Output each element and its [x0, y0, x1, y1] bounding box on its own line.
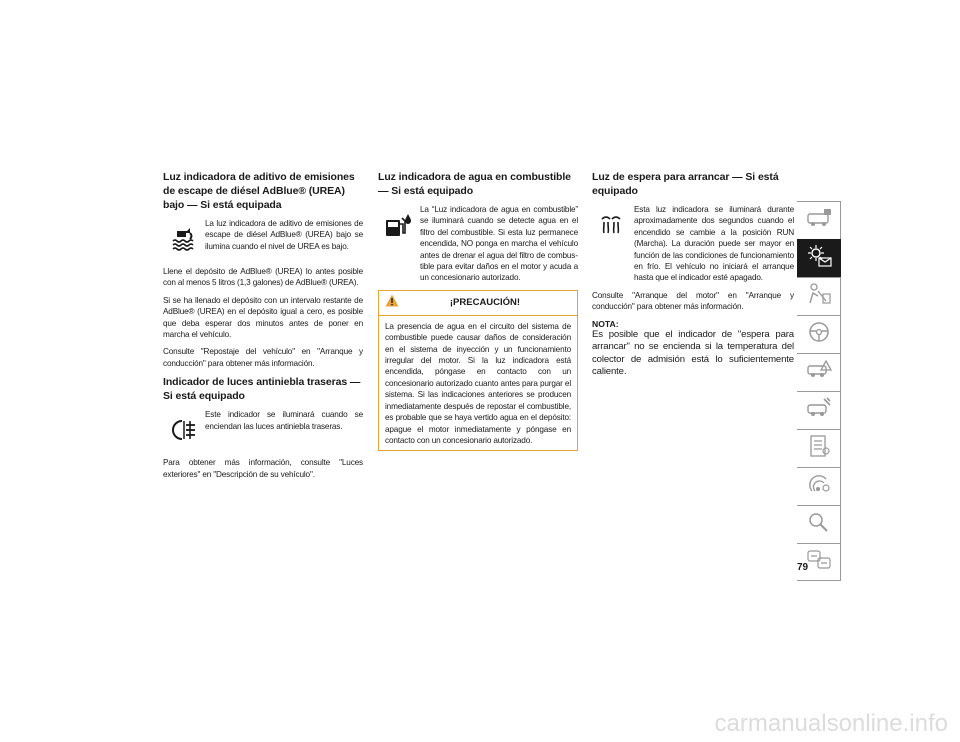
tab-safety[interactable]	[797, 277, 841, 315]
caution-text: La presencia de agua en el circuito del sistema de combustible puede causar daños de consideración en el sistema de inyección y un funcionamiento irregular del motor. Si la luz indicadora está encendida, póngase en contacto con un concesionario autorizado cuanto antes para purgar el sistema. Si las indicaciones anteriores se producen inmediatamente después de repostar el combustible, es probable que se haya vertido agua en el depósito: apague el motor inmediatamente y póngase en contacto con un concesionario autorizado.	[385, 321, 571, 445]
column-2	[378, 170, 578, 451]
paragraph: Consulte "Arranque del motor" en "Arranque y conducción" para obtener más información.	[592, 290, 794, 312]
indicator-water-in-fuel	[378, 204, 578, 284]
page-number: 79	[797, 562, 809, 573]
note-label: NOTA:	[592, 318, 619, 329]
column-3	[592, 170, 794, 385]
paragraph: Consulte "Repostaje del vehículo" en "Arranque y conducción" para obtener más información.	[163, 347, 363, 368]
heading-adblue: Luz indicadora de aditivo de emisiones de escape de diésel AdBlue® (UREA) bajo — Si está equipada	[163, 171, 355, 211]
heading-wait-to-start: Luz de espera para arrancar — Si está equipado	[592, 171, 779, 197]
water-in-fuel-icon	[378, 204, 420, 246]
chapter-tabs	[797, 201, 841, 581]
indicator-adblue	[163, 218, 363, 260]
car-info-icon	[804, 206, 834, 235]
dashboard-lights-icon	[804, 243, 834, 274]
tab-search[interactable]	[797, 505, 841, 543]
wait-to-start-text: Esta luz indicadora se iluminará durante aproximadamente dos segundos cuando el encendido se cambie a la posición RUN (Marcha). La duración puede ser mayor en función de las condiciones de funcionamiento en frío. El vehículo no iniciará el arranque hasta que el indicador esté apagado.	[634, 205, 794, 283]
tab-dashboard-lights[interactable]	[797, 239, 841, 277]
safety-icon	[804, 281, 834, 312]
tab-roadside[interactable]	[797, 353, 841, 391]
water-in-fuel-text: La “Luz indicadora de agua en combustible” se iluminará cuando se detecte agua en el filtro del combustible. Si esta luz permanece encendida, NO ponga en marcha el vehículo antes de drenar el agua del filtro de combustible para evitar daños en el motor y acuda a un concesionario autorizado.	[420, 205, 578, 283]
heading-water-in-fuel: Luz indicadora de agua en combustible — Si está equipado	[378, 171, 571, 197]
note-text: Es posible que el indicador de "espera para arrancar" no se encienda si la temperatura del colector de admisión está lo suficientemente caliente.	[592, 328, 794, 378]
adblue-indicator-text: La luz indicadora de aditivo de emisiones de escape de diésel AdBlue® (UREA) bajo se ilumina cuando el nivel de UREA es bajo.	[205, 219, 363, 251]
specs-list-icon	[804, 433, 834, 464]
paragraph: Llene el depósito de AdBlue® (UREA) lo antes posible con al menos 5 litros (1,3 galones) de AdBlue® (UREA).	[163, 267, 363, 288]
adblue-warning-icon	[163, 218, 205, 260]
caution-box	[378, 290, 578, 451]
steering-wheel-icon	[804, 319, 834, 350]
glow-plug-icon	[592, 204, 634, 246]
rear-fog-light-icon	[163, 409, 205, 451]
column-1	[163, 170, 363, 486]
search-icon	[804, 509, 834, 540]
rear-fog-indicator-text: Este indicador se iluminará cuando se enciendan las luces antiniebla traseras.	[205, 410, 363, 431]
caution-title: ¡PRECAUCIÓN!	[449, 297, 521, 309]
tab-service[interactable]	[797, 391, 841, 429]
tab-steering[interactable]	[797, 315, 841, 353]
indicator-rear-fog	[163, 409, 363, 451]
roadside-icon	[804, 357, 834, 388]
paragraph: Para obtener más información, consulte "Luces exteriores" en "Descripción de su vehículo".	[163, 458, 363, 479]
indicator-wait-to-start	[592, 204, 794, 284]
caution-header	[379, 291, 577, 316]
paragraph: Si se ha llenado el depósito con un intervalo restante de AdBlue® (UREA) en el depósito igual a cero, es posible que deba esperar dos minutos antes de poner en marcha el vehículo.	[163, 295, 363, 340]
tab-multimedia[interactable]	[797, 467, 841, 505]
tab-car-info[interactable]	[797, 201, 841, 239]
tab-specs[interactable]	[797, 429, 841, 467]
multimedia-icon	[804, 471, 834, 502]
watermark: carmanualsonline.info	[714, 710, 948, 737]
warning-triangle-icon	[385, 294, 399, 312]
service-icon	[804, 395, 834, 426]
heading-rear-fog: Indicador de luces antiniebla traseras — Si está equipado	[163, 376, 361, 403]
